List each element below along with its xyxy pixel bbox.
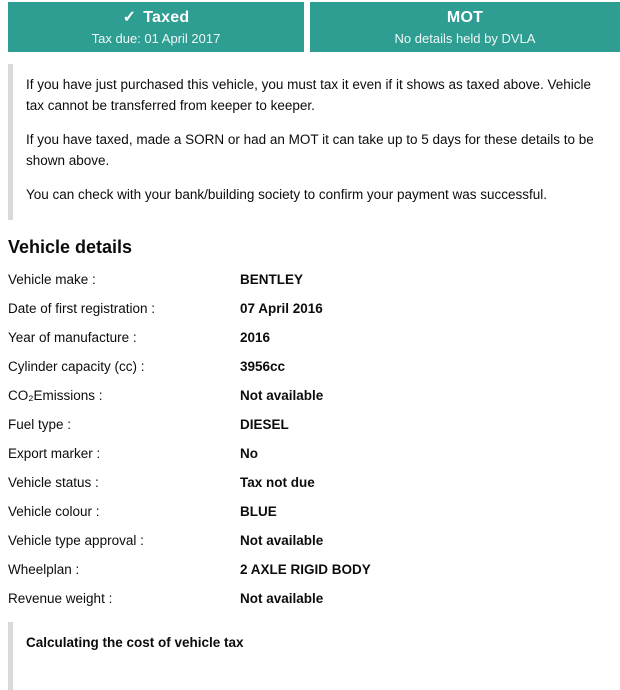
status-banner: [8, 2, 620, 52]
detail-label: Year of manufacture :: [8, 330, 137, 345]
detail-row-vehicle-make: [8, 265, 620, 294]
detail-label: CO₂Emissions :: [8, 388, 103, 403]
tax-cost-heading: Calculating the cost of vehicle tax: [26, 635, 244, 650]
detail-value: Tax not due: [240, 475, 315, 490]
detail-value: 2 AXLE RIGID BODY: [240, 562, 371, 577]
detail-row-vehicle-colour: [8, 497, 620, 526]
detail-label: Vehicle type approval :: [8, 533, 144, 548]
detail-row-fuel-type: [8, 410, 620, 439]
detail-row-year-of-manufacture: [8, 323, 620, 352]
tax-due-date: Tax due: 01 April 2017: [91, 31, 221, 46]
detail-value: 3956cc: [240, 359, 286, 374]
mot-status-detail: No details held by DVLA: [394, 31, 536, 46]
detail-value: Not available: [240, 591, 324, 606]
detail-value: Not available: [240, 388, 324, 403]
notice-paragraph: If you have taxed, made a SORN or had an MOT it can take up to 5 days for these details to be shown above.: [26, 132, 594, 168]
notice-inset-box: [8, 64, 612, 220]
detail-row-export-marker: [8, 439, 620, 468]
tax-status-title: [12, 8, 300, 27]
detail-value: 07 April 2016: [240, 301, 323, 316]
detail-value: DIESEL: [240, 417, 289, 432]
detail-row-type-approval: [8, 526, 620, 555]
detail-value: BENTLEY: [240, 272, 304, 287]
vehicle-check-page: [0, 2, 620, 650]
detail-row-cylinder-capacity: [8, 352, 620, 381]
notice-paragraph: You can check with your bank/building society to confirm your payment was successful.: [26, 187, 548, 202]
detail-label: Revenue weight :: [8, 591, 113, 606]
detail-label: Wheelplan :: [8, 562, 80, 577]
detail-value: Not available: [240, 533, 324, 548]
detail-row-co2-emissions: [8, 381, 620, 410]
detail-label: Vehicle status :: [8, 475, 99, 490]
mot-status-panel: [310, 2, 620, 52]
detail-label: Export marker :: [8, 446, 101, 461]
detail-value: 2016: [240, 330, 271, 345]
detail-label: Vehicle make :: [8, 272, 96, 287]
detail-label: Vehicle colour :: [8, 504, 100, 519]
detail-label: Cylinder capacity (cc) :: [8, 359, 145, 374]
vehicle-details-list: [8, 265, 620, 613]
detail-label: Date of first registration :: [8, 301, 156, 316]
detail-row-wheelplan: [8, 555, 620, 584]
vehicle-details-heading: Vehicle details: [8, 237, 133, 257]
detail-label: Fuel type :: [8, 417, 72, 432]
tax-status-panel: [8, 2, 304, 52]
detail-row-revenue-weight: [8, 584, 620, 613]
notice-paragraph: If you have just purchased this vehicle, you must tax it even if it shows as taxed above. Vehicle tax cannot be transferred from keeper to keeper.: [26, 77, 592, 113]
mot-status-label: MOT: [446, 9, 484, 26]
tax-status-label: Taxed: [143, 9, 190, 26]
check-icon: ✓: [122, 9, 137, 26]
detail-row-vehicle-status: [8, 468, 620, 497]
detail-value: No: [240, 446, 258, 461]
tax-cost-inset-box: [8, 622, 612, 690]
detail-value: BLUE: [240, 504, 277, 519]
detail-row-first-registration: [8, 294, 620, 323]
